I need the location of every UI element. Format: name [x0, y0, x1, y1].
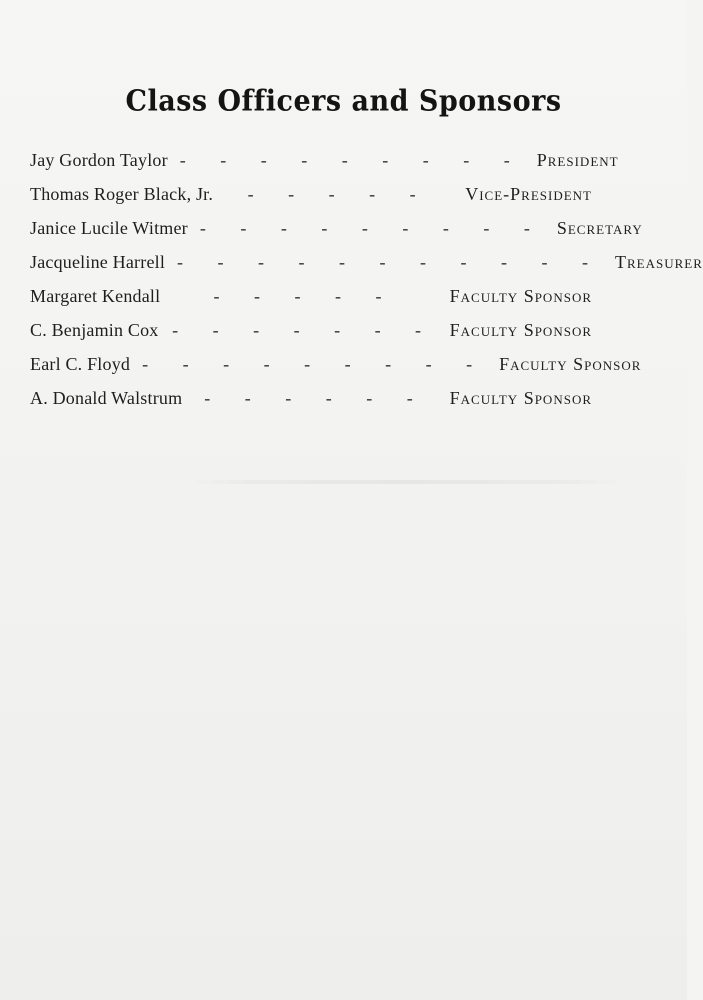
roster-row	[30, 286, 592, 320]
dot-leader: - - - - - - - - -	[199, 218, 545, 238]
dot-leader: - - - - - - - - -	[142, 354, 488, 374]
page-heading: Class Officers and Sponsors	[125, 84, 562, 119]
dot-leader: - - - - -	[213, 286, 397, 306]
roster-row	[30, 388, 592, 422]
dot-leader: - - - - - - - - -	[179, 150, 525, 170]
officer-name: Thomas Roger Black, Jr.	[30, 184, 214, 204]
roster-row	[30, 252, 703, 286]
sponsor-name: Earl C. Floyd	[30, 354, 131, 374]
roster-row	[30, 354, 642, 388]
dot-leader: - - - - - -	[204, 388, 428, 408]
officer-name: Jacqueline Harrell	[30, 252, 166, 272]
dot-leader: - - - - -	[247, 184, 431, 204]
dot-leader: - - - - - - - - - - -	[177, 252, 603, 272]
officer-role: Secretary	[556, 218, 643, 238]
roster-row	[30, 184, 592, 218]
sponsor-name: A. Donald Walstrum	[30, 388, 183, 408]
sponsor-role: Faculty Sponsor	[449, 286, 592, 306]
officer-role: Treasurer	[614, 252, 703, 272]
sponsor-name: Margaret Kendall	[30, 286, 161, 306]
officer-role: Vice-President	[465, 184, 592, 204]
roster-row	[30, 218, 643, 252]
sponsor-role: Faculty Sponsor	[449, 320, 592, 340]
sponsor-role: Faculty Sponsor	[449, 388, 592, 408]
officer-roster	[30, 150, 703, 422]
officer-name: Janice Lucile Witmer	[30, 218, 188, 238]
officer-role: President	[536, 150, 619, 170]
roster-row	[30, 150, 619, 184]
roster-row	[30, 320, 592, 354]
dot-leader: - - - - - - -	[172, 320, 437, 340]
sponsor-name: C. Benjamin Cox	[30, 320, 159, 340]
officer-name: Jay Gordon Taylor	[30, 150, 168, 170]
bleed-through-line	[185, 480, 630, 484]
sponsor-role: Faculty Sponsor	[499, 354, 642, 374]
